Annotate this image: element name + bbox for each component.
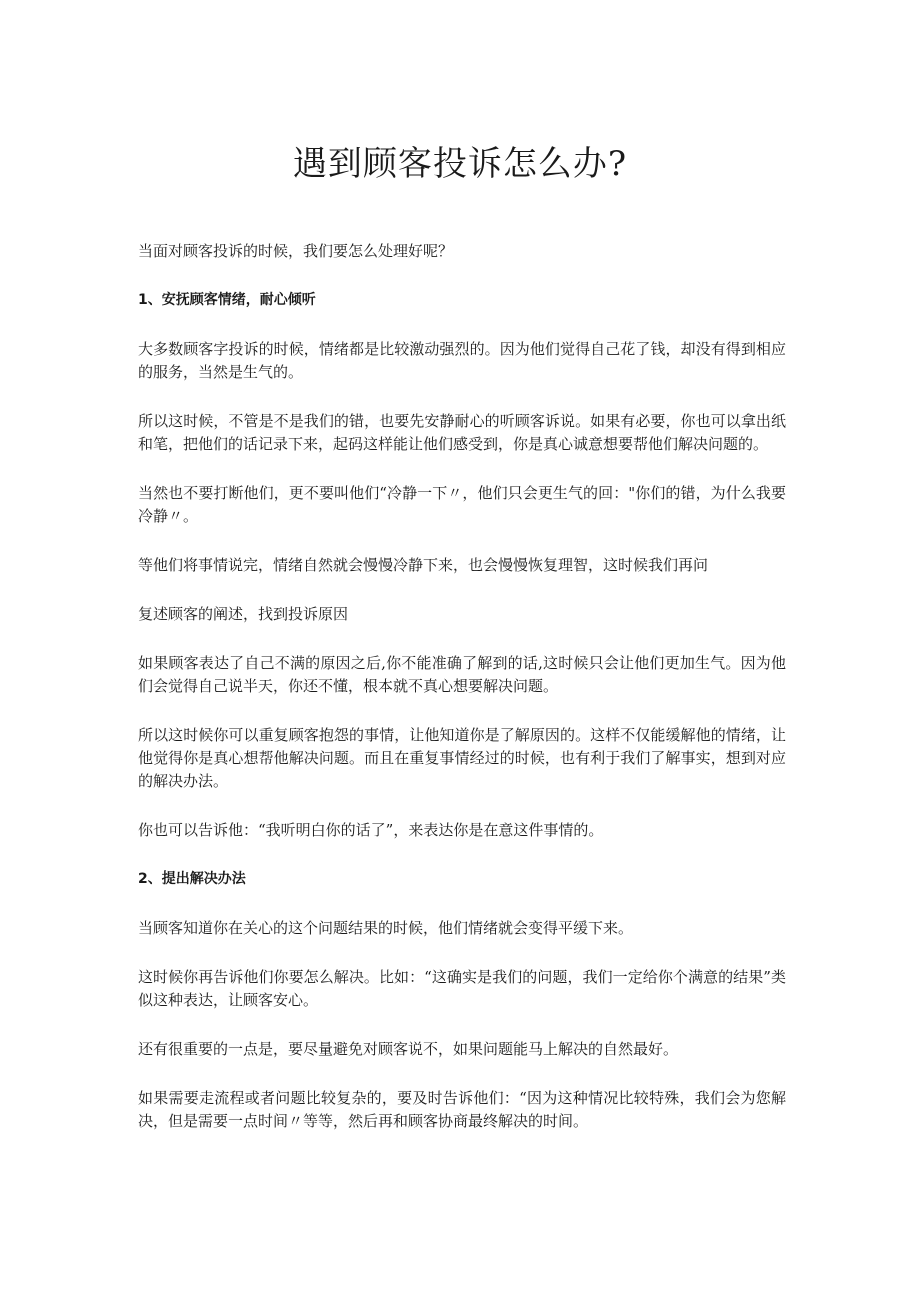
paragraph: 这时候你再告诉他们你要怎么解决。比如：“这确实是我们的问题，我们一定给你个满意的结果”类似这种表达，让顾客安心。 (138, 968, 786, 1009)
document-title: 遇到顾客投诉怎么办? (292, 144, 628, 184)
paragraph: 如果需要走流程或者问题比较复杂的，要及时告诉他们：“因为这种情况比较特殊，我们会为您解决，但是需要一点时间〃等等，然后再和顾客协商最终解决的时间。 (138, 1089, 786, 1130)
paragraph: 大多数顾客字投诉的时候，情绪都是比较激动强烈的。因为他们觉得自己花了钱，却没有得到相应的服务，当然是生气的。 (138, 340, 786, 381)
section-heading-2: 2、提出解决办法 (138, 871, 246, 887)
paragraph: 如果顾客表达了自己不满的原因之后,你不能准确了解到的话,这时候只会让他们更加生气。因为他们会觉得自己说半天，你还不懂，根本就不真心想要解决问题。 (138, 654, 786, 695)
document-body (138, 240, 786, 1159)
paragraph: 等他们将事情说完，情绪自然就会慢慢冷静下来，也会慢慢恢复理智，这时候我们再问 (138, 556, 709, 574)
paragraph: 当然也不要打断他们，更不要叫他们“冷静一下〃，他们只会更生气的回："你们的错，为什么我要冷静〃。 (138, 484, 786, 525)
section-heading-1: 1、安抚顾客情绪，耐心倾听 (138, 292, 316, 308)
paragraph: 还有很重要的一点是，要尽量避免对顾客说不，如果问题能马上解决的自然最好。 (138, 1040, 679, 1058)
paragraph-intro: 当面对顾客投诉的时候，我们要怎么处理好呢？ (138, 242, 454, 260)
paragraph: 所以这时候你可以重复顾客抱怨的事情，让他知道你是了解原因的。这样不仅能缓解他的情绪，让他觉得你是真心想帮他解决问题。而且在重复事情经过的时候，也有利于我们了解事实，想到对应的解决办法。 (138, 726, 786, 790)
paragraph: 当顾客知道你在关心的这个问题结果的时候，他们情绪就会变得平缓下来。 (138, 919, 634, 937)
paragraph: 你也可以告诉他：“我听明白你的话了”，来表达你是在意这件事情的。 (138, 821, 604, 839)
paragraph: 所以这时候，不管是不是我们的错，也要先安静耐心的听顾客诉说。如果有必要，你也可以拿出纸和笔，把他们的话记录下来，起码这样能让他们感受到，你是真心诚意想要帮他们解决问题的。 (138, 412, 786, 453)
paragraph: 复述顾客的阐述，找到投诉原因 (138, 605, 349, 623)
